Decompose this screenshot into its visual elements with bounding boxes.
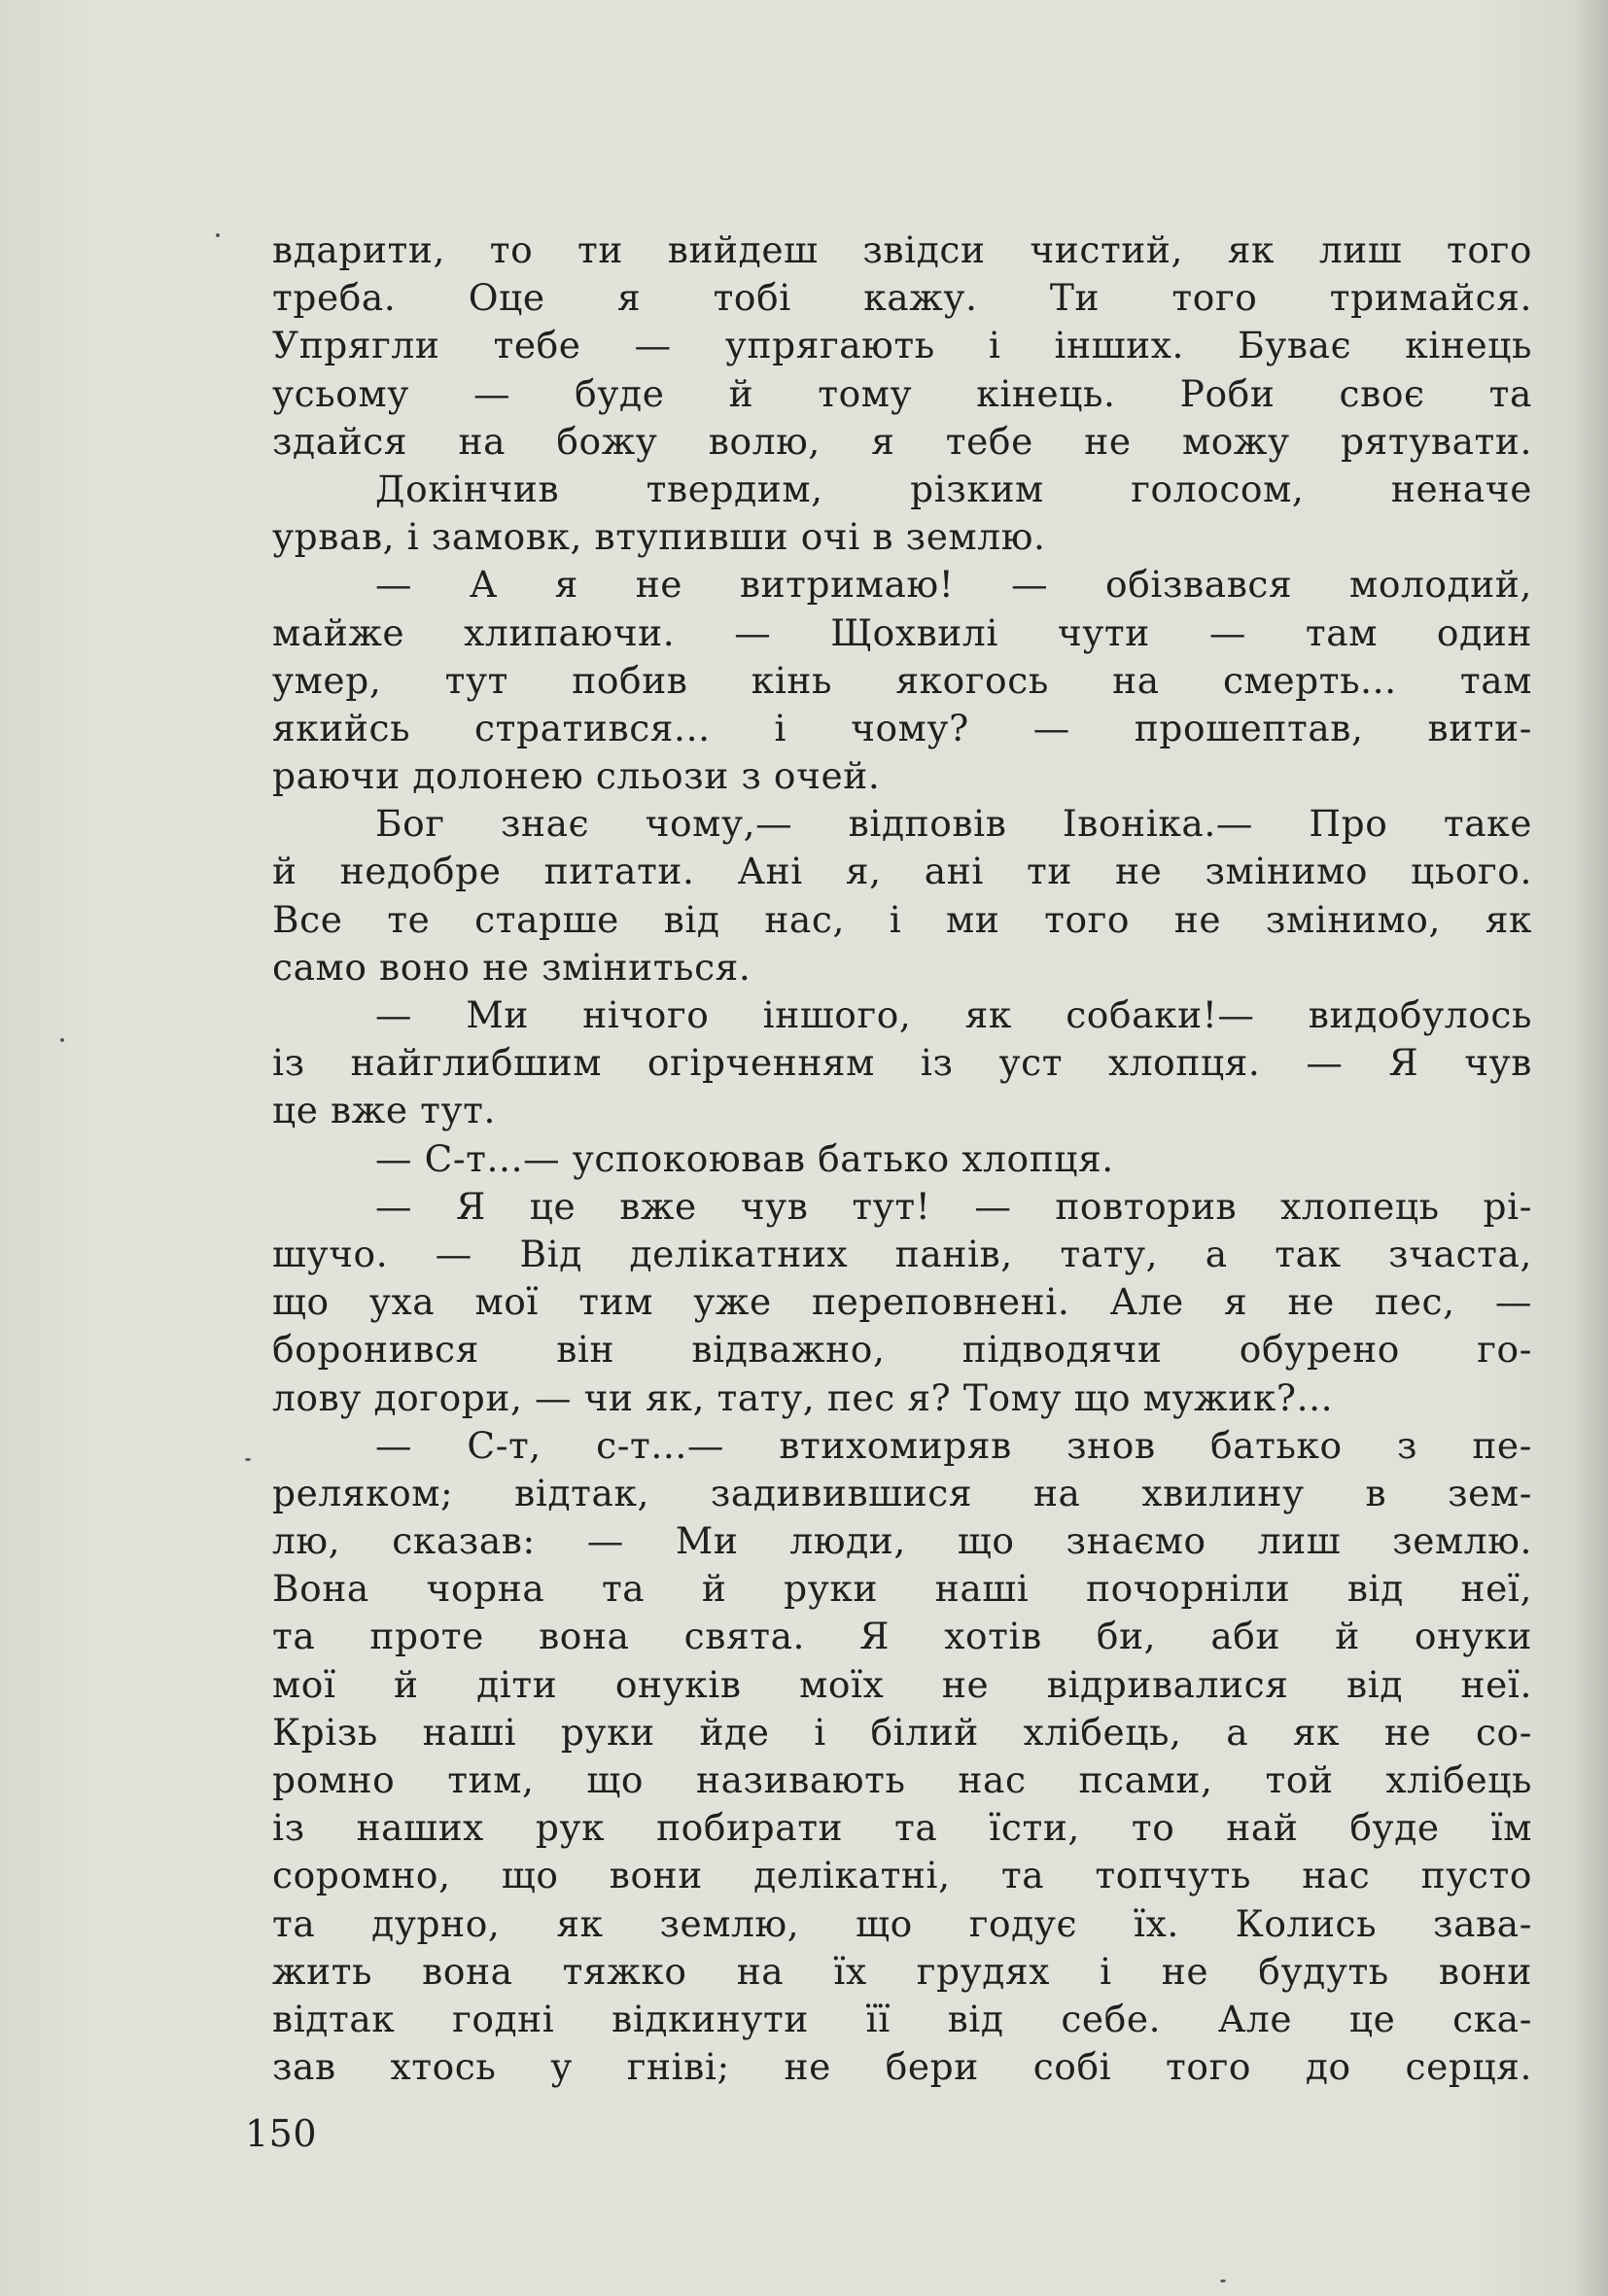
page-edge-shadow	[1575, 0, 1608, 2296]
text-line: якийсь стратився... і чому? — прошептав, вити-	[272, 706, 1532, 749]
text-line: умер, тут побив кінь якогось на смерть... там	[272, 658, 1532, 702]
text-line: — С-т, с-т...— втихомиряв знов батько з пе-	[375, 1423, 1532, 1467]
text-line: Бог знає чому,— відповів Івоніка.— Про таке	[375, 802, 1532, 846]
text-line: й недобре питати. Ані я, ані ти не змінимо цього.	[272, 850, 1532, 893]
text-line: Упрягли тебе — упрягають і інших. Буває кінець	[272, 324, 1532, 367]
text-line: мої й діти онуків моїх не відривалися від неї.	[272, 1662, 1532, 1706]
text-line: що уха мої тим уже переповнені. Але я не пес, —	[272, 1280, 1532, 1324]
page-number: 150	[245, 2112, 318, 2155]
text-line: із наших рук побирати та їсти, то най буде їм	[272, 1806, 1532, 1850]
text-line: раючи долонею сльози з очей.	[272, 754, 881, 798]
text-line: майже хлипаючи. — Щохвилі чути — там один	[272, 610, 1532, 654]
print-speck	[245, 1458, 251, 1461]
print-speck	[60, 1038, 64, 1042]
text-line: відтак годні відкинути її від себе. Але це ска-	[272, 1997, 1532, 2040]
text-line: Все те старше від нас, і ми того не змінимо, як	[272, 897, 1532, 941]
body-text	[272, 226, 1532, 2091]
text-line: само воно не зміниться.	[272, 945, 752, 989]
text-line: — Ми нічого іншого, як собаки!— видобулось	[375, 993, 1532, 1036]
text-line: Крізь наші руки йде і білий хлібець, а як не со-	[272, 1710, 1532, 1754]
text-line: урвав, і замовк, втупивши очі в землю.	[272, 515, 1046, 559]
text-line: лову догори, — чи як, тату, пес я? Тому що мужик?...	[272, 1375, 1334, 1419]
text-line: здайся на божу волю, я тебе не можу рятувати.	[272, 419, 1532, 463]
text-line: це вже тут.	[272, 1089, 497, 1132]
print-speck	[216, 233, 220, 237]
text-line: та дурно, як землю, що годує їх. Колись зава-	[272, 1901, 1532, 1945]
text-line: — Я це вже чув тут! — повторив хлопець рі-	[375, 1184, 1532, 1228]
text-line: із найглибшим огірченням із уст хлопця. — Я чув	[272, 1041, 1532, 1085]
text-line: лю, сказав: — Ми люди, що знаємо лиш землю.	[272, 1519, 1532, 1563]
print-speck	[1220, 2279, 1226, 2282]
text-line: соромно, що вони делікатні, та топчуть нас пусто	[272, 1854, 1532, 1897]
text-line: Докінчив твердим, різким голосом, неначе	[375, 467, 1532, 510]
text-line: та проте вона свята. Я хотів би, аби й онуки	[272, 1615, 1532, 1658]
text-line: шучо. — Від делікатних панів, тату, а так зчаста,	[272, 1232, 1532, 1275]
text-line: Вона чорна та й руки наші почорніли від неї,	[272, 1567, 1532, 1611]
text-line: реляком; відтак, задивившися на хвилину в зем-	[272, 1471, 1532, 1514]
text-line: боронився він відважно, підводячи обурено го-	[272, 1328, 1532, 1372]
text-line: ромно тим, що називають нас псами, той хлібець	[272, 1758, 1532, 1801]
text-line: зав хтось у гніві; не бери собі того до серця.	[272, 2045, 1532, 2089]
text-line: треба. Оце я тобі кажу. Ти того тримайся.	[272, 276, 1532, 320]
text-line: — А я не витримаю! — обізвався молодий,	[375, 563, 1532, 607]
text-line: вдарити, то ти вийдеш звідси чистий, як лиш того	[272, 228, 1532, 271]
text-line: усьому — буде й тому кінець. Роби своє та	[272, 371, 1532, 415]
text-line: жить вона тяжко на їх грудях і не будуть вони	[272, 1949, 1532, 1993]
text-line: — С-т...— успокоював батько хлопця.	[375, 1136, 1114, 1180]
